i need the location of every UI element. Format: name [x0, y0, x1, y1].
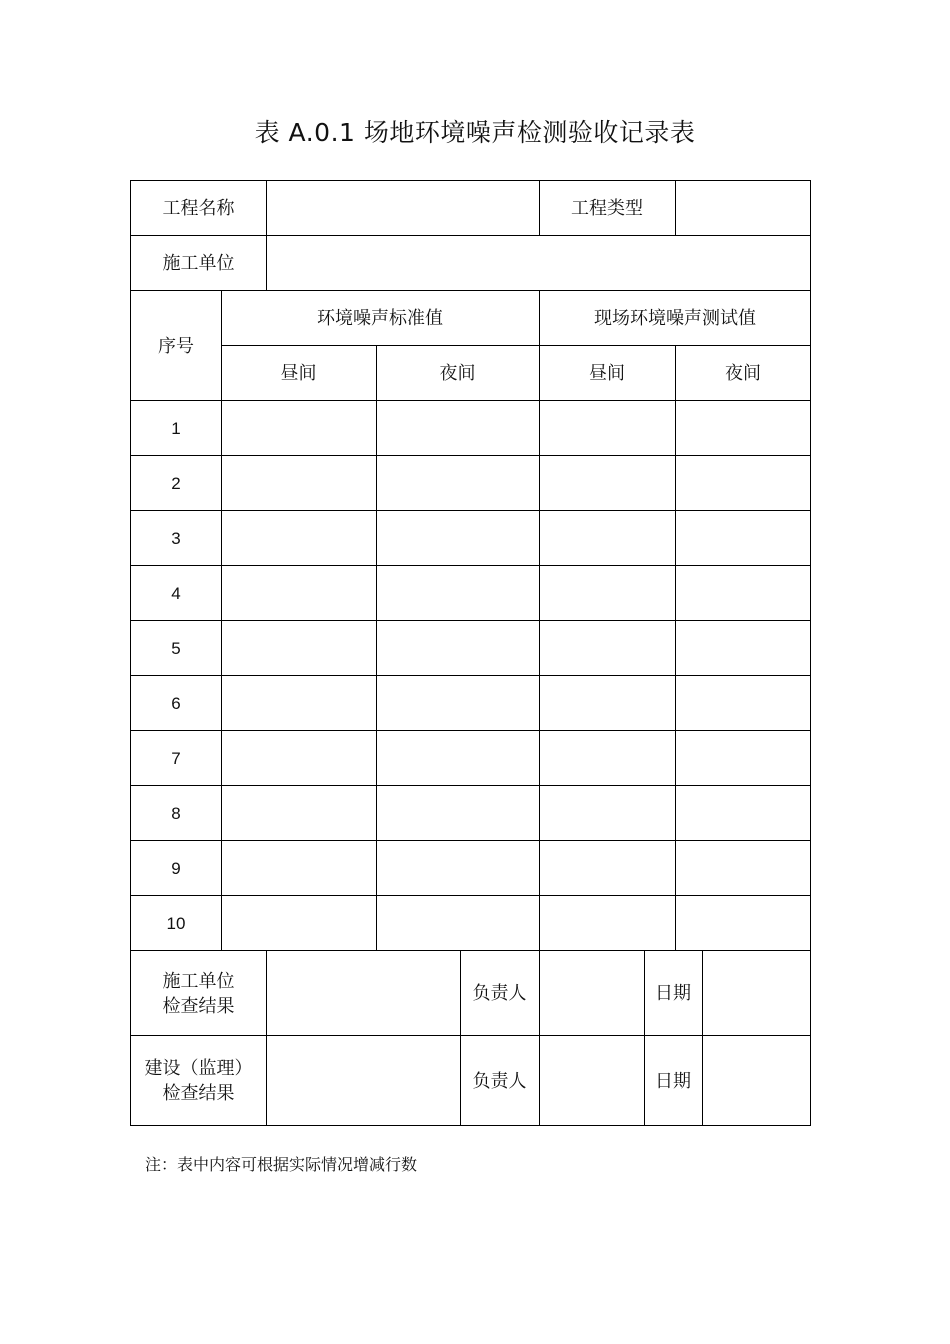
standard-night-cell[interactable]: [376, 731, 539, 786]
grid-line: [539, 291, 540, 951]
measured-day-cell[interactable]: [539, 401, 675, 456]
standard-day-cell[interactable]: [221, 456, 376, 511]
measured-night-cell[interactable]: [675, 786, 811, 841]
grid-line: [221, 345, 810, 346]
measured-value-header: 现场环境噪声测试值: [594, 308, 756, 329]
grid-line: [131, 510, 810, 511]
standard-night-cell[interactable]: [376, 456, 539, 511]
measured-day-cell[interactable]: [539, 621, 675, 676]
row-seq-number: 5: [171, 639, 181, 658]
standard-day-cell[interactable]: [221, 786, 376, 841]
measured-night-cell[interactable]: [675, 621, 811, 676]
standard-value-header: 环境噪声标准值: [317, 308, 443, 329]
table-note: 注：表中内容可根据实际情况增减行数: [145, 1155, 418, 1174]
standard-night-cell[interactable]: [376, 786, 539, 841]
grid-line: [266, 951, 267, 1126]
grid-line: [702, 951, 703, 1126]
contractor-date-label: 日期: [655, 983, 691, 1004]
grid-line: [539, 951, 540, 1126]
measured-night-cell[interactable]: [675, 731, 811, 786]
standard-night-cell[interactable]: [376, 841, 539, 896]
project-name-field[interactable]: [266, 181, 539, 236]
owner-date-field[interactable]: [702, 1036, 811, 1126]
measured-night-cell[interactable]: [675, 401, 811, 456]
grid-line: [266, 181, 267, 291]
measured-night-cell[interactable]: [675, 511, 811, 566]
standard-night-cell[interactable]: [376, 511, 539, 566]
standard-day-cell[interactable]: [221, 896, 376, 951]
standard-day-cell[interactable]: [221, 731, 376, 786]
measured-night-cell[interactable]: [675, 566, 811, 621]
owner-check-label: [131, 1036, 266, 1126]
grid-line: [644, 951, 645, 1126]
standard-night-cell[interactable]: [376, 401, 539, 456]
grid-line: [131, 400, 810, 401]
grid-line: [221, 291, 222, 951]
standard-day-header: 昼间: [280, 363, 317, 384]
measured-day-cell[interactable]: [539, 731, 675, 786]
owner-responsible-field[interactable]: [539, 1036, 644, 1126]
standard-night-cell[interactable]: [376, 566, 539, 621]
grid-line: [131, 565, 810, 566]
row-seq-number: 10: [166, 914, 186, 933]
grid-line: [131, 785, 810, 786]
project-name-label: 工程名称: [162, 198, 235, 219]
measured-day-cell[interactable]: [539, 786, 675, 841]
measured-day-cell[interactable]: [539, 841, 675, 896]
standard-day-cell[interactable]: [221, 511, 376, 566]
measured-day-cell[interactable]: [539, 676, 675, 731]
contractor-check-label: [131, 951, 266, 1036]
measured-night-cell[interactable]: [675, 841, 811, 896]
contractor-responsible-field[interactable]: [539, 951, 644, 1036]
standard-night-cell[interactable]: [376, 621, 539, 676]
grid-line: [675, 181, 676, 236]
standard-day-cell[interactable]: [221, 566, 376, 621]
row-seq-number: 3: [171, 529, 181, 548]
owner-check-label-line1: 建设（监理）: [144, 1058, 253, 1079]
grid-line: [131, 620, 810, 621]
contractor-check-label-line2: 检查结果: [162, 995, 235, 1017]
grid-line: [131, 675, 810, 676]
grid-line: [131, 730, 810, 731]
measured-night-header: 夜间: [725, 363, 761, 384]
row-seq-number: 2: [171, 474, 181, 493]
row-seq-number: 1: [171, 419, 181, 438]
grid-line: [131, 895, 810, 896]
noise-acceptance-form: [130, 180, 811, 1126]
standard-night-cell[interactable]: [376, 676, 539, 731]
grid-line: [131, 950, 810, 951]
grid-line: [675, 346, 676, 951]
standard-day-cell[interactable]: [221, 401, 376, 456]
contractor-date-field[interactable]: [702, 951, 811, 1036]
grid-line: [131, 290, 810, 291]
standard-day-cell[interactable]: [221, 621, 376, 676]
standard-night-header: 夜间: [439, 363, 476, 384]
owner-responsible-label: 负责人: [472, 1070, 527, 1092]
project-type-label: 工程类型: [571, 198, 643, 219]
measured-day-cell[interactable]: [539, 456, 675, 511]
seq-header: 序号: [158, 335, 194, 357]
contractor-label: 施工单位: [162, 253, 235, 274]
grid-line: [131, 1035, 810, 1036]
measured-night-cell[interactable]: [675, 456, 811, 511]
grid-line: [131, 840, 810, 841]
contractor-field[interactable]: [266, 236, 811, 291]
grid-line: [539, 181, 540, 236]
standard-night-cell[interactable]: [376, 896, 539, 951]
grid-line: [131, 235, 810, 236]
row-seq-number: 8: [171, 804, 181, 823]
project-type-field[interactable]: [675, 181, 811, 236]
measured-day-cell[interactable]: [539, 896, 675, 951]
contractor-check-result-field[interactable]: [266, 951, 460, 1036]
contractor-check-label-line1: 施工单位: [162, 970, 235, 992]
owner-check-result-field[interactable]: [266, 1036, 460, 1126]
owner-check-label-line2: 检查结果: [162, 1083, 235, 1104]
measured-day-cell[interactable]: [539, 511, 675, 566]
standard-day-cell[interactable]: [221, 676, 376, 731]
grid-line: [460, 951, 461, 1126]
measured-day-cell[interactable]: [539, 566, 675, 621]
row-seq-number: 7: [171, 749, 181, 768]
measured-night-cell[interactable]: [675, 896, 811, 951]
standard-day-cell[interactable]: [221, 841, 376, 896]
row-seq-number: 9: [171, 859, 181, 878]
form-title: 表 A.0.1 场地环境噪声检测验收记录表: [254, 118, 696, 147]
owner-date-label: 日期: [655, 1070, 691, 1092]
grid-line: [131, 455, 810, 456]
measured-day-header: 昼间: [589, 363, 625, 384]
row-seq-number: 4: [171, 584, 181, 603]
contractor-responsible-label: 负责人: [472, 983, 527, 1004]
row-seq-number: 6: [171, 694, 181, 713]
measured-night-cell[interactable]: [675, 676, 811, 731]
grid-line: [376, 346, 377, 951]
